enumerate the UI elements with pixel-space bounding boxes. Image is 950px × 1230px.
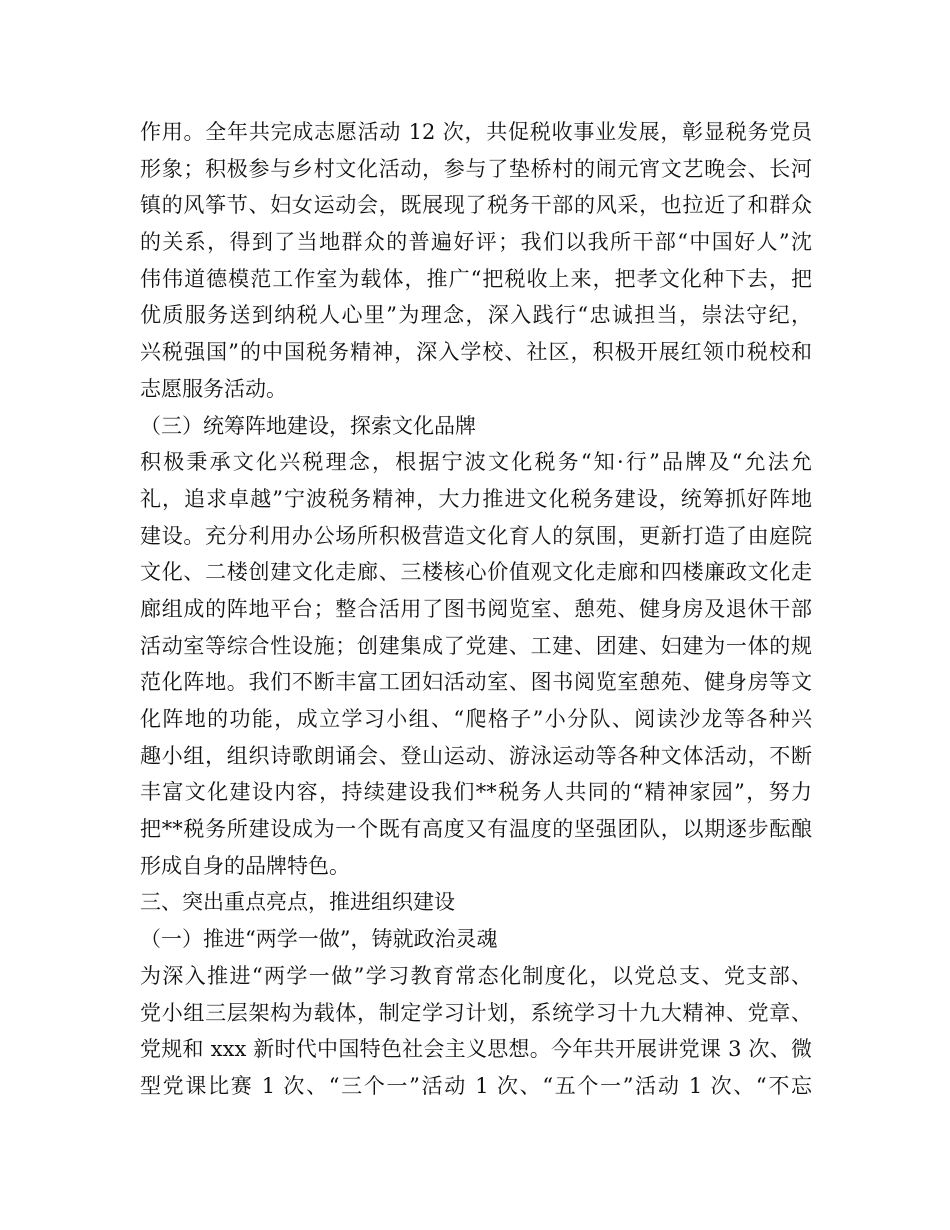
chapter-heading: 三、突出重点亮点，推进组织建设 <box>140 890 455 915</box>
paragraph-line: 建设。充分利用办公场所积极营造文化育人的氛围，更新打造了由庭院 <box>140 523 812 548</box>
paragraph-line: 形象；积极参与乡村文化活动，参与了垫桥村的闹元宵文艺晚会、长河 <box>140 156 812 181</box>
paragraph-line: 优质服务送到纳税人心里”为理念，深入践行“忠诚担当，崇法守纪， <box>140 303 812 328</box>
document-body <box>140 114 812 1105</box>
paragraph-line: 兴税强国”的中国税务精神，深入学校、社区，积极开展红领巾税校和 <box>140 340 812 365</box>
paragraph-line: 镇的风筝节、妇女运动会，既展现了税务干部的风采，也拉近了和群众 <box>140 193 812 218</box>
paragraph-line: 积极秉承文化兴税理念，根据宁波文化税务“知·行”品牌及“允法允 <box>140 450 812 475</box>
paragraph-line: 文化、二楼创建文化走廊、三楼核心价值观文化走廊和四楼廉政文化走 <box>140 560 812 585</box>
paragraph-line: 作用。全年共完成志愿活动 12 次，共促税收事业发展，彰显税务党员 <box>140 120 812 144</box>
paragraph-line: 党规和 xxx 新时代中国特色社会主义思想。今年共开展讲党课 3 次、微 <box>140 1037 812 1062</box>
paragraph-line: 形成自身的品牌特色。 <box>140 853 350 878</box>
paragraph-line: 的关系，得到了当地群众的普遍好评；我们以我所干部“中国好人”沈 <box>140 230 812 255</box>
paragraph-line: 党小组三层架构为载体，制定学习计划，系统学习十九大精神、党章、 <box>140 1000 812 1025</box>
paragraph-line: 型党课比赛 1 次、“三个一”活动 1 次、“五个一”活动 1 次、“不忘 <box>140 1073 812 1098</box>
paragraph-line: 礼，追求卓越”宁波税务精神，大力推进文化税务建设，统筹抓好阵地 <box>140 486 812 511</box>
paragraph-line: 趣小组，组织诗歌朗诵会、登山运动、游泳运动等各种文体活动，不断 <box>140 743 812 768</box>
paragraph-line: 志愿服务活动。 <box>140 376 287 401</box>
paragraph-line: 化阵地的功能，成立学习小组、“爬格子”小分队、阅读沙龙等各种兴 <box>140 707 812 731</box>
paragraph-line: 范化阵地。我们不断丰富工团妇活动室、图书阅览室憩苑、健身房等文 <box>140 670 812 695</box>
paragraph-line: 丰富文化建设内容，持续建设我们**税务人共同的“精神家园”，努力 <box>140 780 812 805</box>
paragraph-line: 廊组成的阵地平台；整合活用了图书阅览室、憩苑、健身房及退休干部 <box>140 596 812 621</box>
section-heading: （一）推进“两学一做”，铸就政治灵魂 <box>140 927 498 952</box>
paragraph-line: 为深入推进“两学一做”学习教育常态化制度化，以党总支、党支部、 <box>140 963 812 988</box>
paragraph-line: 把**税务所建设成为一个既有高度又有温度的坚强团队，以期逐步酝酿 <box>140 817 812 842</box>
paragraph-line: 活动室等综合性设施；创建集成了党建、工建、团建、妇建为一体的规 <box>140 633 812 658</box>
paragraph-line: 伟伟道德模范工作室为载体，推广“把税收上来，把孝文化种下去，把 <box>140 266 812 291</box>
section-heading: （三）统筹阵地建设，探索文化品牌 <box>140 413 476 438</box>
